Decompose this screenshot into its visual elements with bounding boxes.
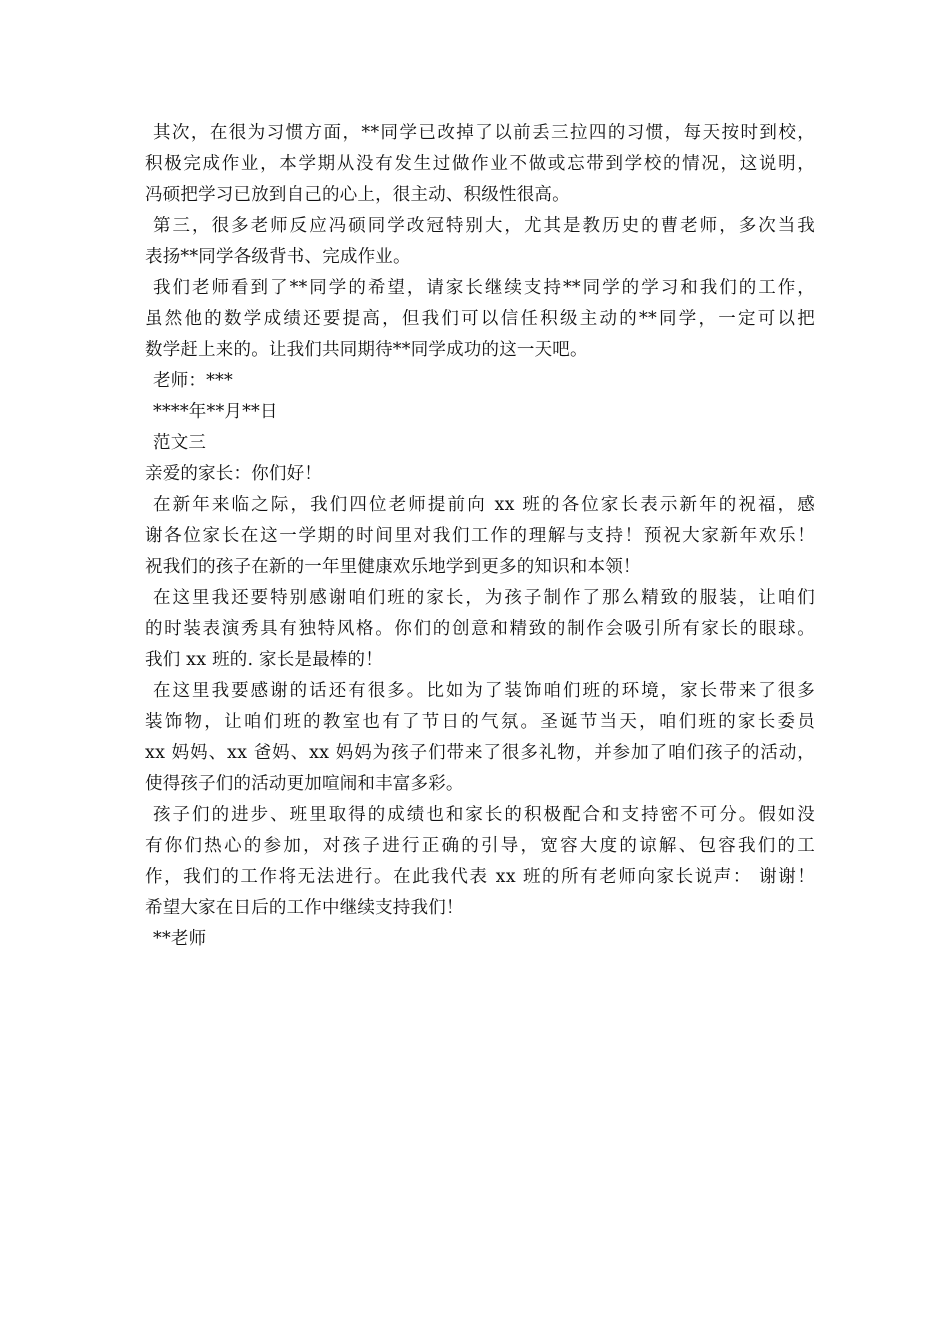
- text-line: 我们 xx 班的. 家长是最棒的！: [145, 650, 383, 670]
- text-line: 我们老师看到了**同学的希望，请家长继续支持**同学的学习和我们的工作，: [153, 278, 815, 298]
- document-body: [145, 118, 815, 955]
- signature-teacher: 老师：***: [153, 371, 233, 391]
- signature-date: ****年**月**日: [153, 402, 278, 422]
- letter-signature: **老师: [153, 929, 207, 949]
- text-line: 冯硕把学习已放到自己的心上，很主动、积级性很高。: [145, 185, 570, 205]
- text-line: xx 妈妈、xx 爸妈、xx 妈妈为孩子们带来了很多礼物，并参加了咱们孩子的活动，: [145, 743, 815, 763]
- text-line: 的时装表演秀具有独特风格。你们的创意和精致的制作会吸引所有家长的眼球。: [145, 619, 815, 639]
- text-line: 在新年来临之际，我们四位老师提前向 xx 班的各位家长表示新年的祝福，感: [153, 495, 815, 515]
- text-line: 虽然他的数学成绩还要提高，但我们可以信任积级主动的**同学，一定可以把: [145, 309, 815, 329]
- text-line: 希望大家在日后的工作中继续支持我们！: [145, 898, 464, 918]
- text-line: 装饰物，让咱们班的教室也有了节日的气氛。圣诞节当天，咱们班的家长委员: [145, 712, 815, 732]
- text-line: 表扬**同学各级背书、完成作业。: [145, 247, 411, 267]
- text-line: 孩子们的进步、班里取得的成绩也和家长的积极配合和支持密不可分。假如没: [153, 805, 815, 825]
- section-heading: 范文三: [153, 433, 207, 453]
- text-line: 第三，很多老师反应冯硕同学改冠特别大，尤其是教历史的曹老师，多次当我: [153, 216, 815, 236]
- text-line: 谢各位家长在这一学期的时间里对我们工作的理解与支持！预祝大家新年欢乐！: [145, 526, 815, 546]
- text-line: 作，我们的工作将无法进行。在此我代表 xx 班的所有老师向家长说声： 谢谢！: [145, 867, 815, 887]
- text-line: 祝我们的孩子在新的一年里健康欢乐地学到更多的知识和本领！: [145, 557, 641, 577]
- text-line: 积极完成作业，本学期从没有发生过做作业不做或忘带到学校的情况，这说明，: [145, 154, 815, 174]
- text-line: 数学赶上来的。让我们共同期待**同学成功的这一天吧。: [145, 340, 588, 360]
- text-line: 其次，在很为习惯方面，**同学已改掉了以前丢三拉四的习惯，每天按时到校，: [153, 123, 815, 143]
- text-line: 使得孩子们的活动更加喧闹和丰富多彩。: [145, 774, 464, 794]
- text-line: 在这里我还要特别感谢咱们班的家长，为孩子制作了那么精致的服装，让咱们: [153, 588, 815, 608]
- text-line: 有你们热心的参加，对孩子进行正确的引导，宽容大度的谅解、包容我们的工: [145, 836, 815, 856]
- letter-salutation: 亲爱的家长：你们好！: [145, 464, 322, 484]
- text-line: 在这里我要感谢的话还有很多。比如为了装饰咱们班的环境，家长带来了很多: [153, 681, 815, 701]
